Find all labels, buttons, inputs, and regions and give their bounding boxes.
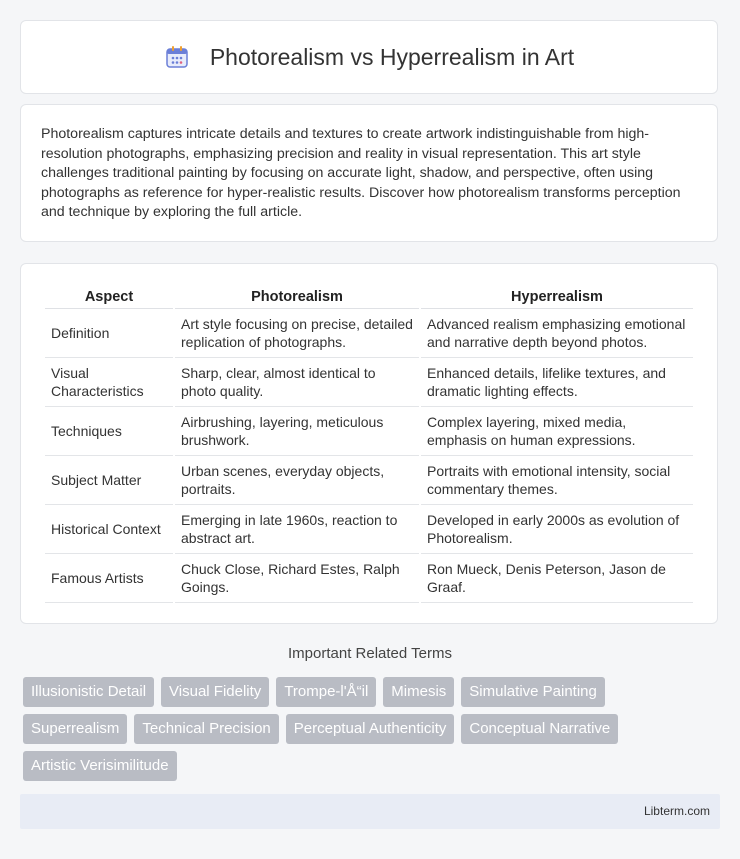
row-photorealism: Art style focusing on precise, detailed replication of photographs. [175,309,419,358]
footer-brand[interactable]: Libterm.com [643,804,710,818]
row-aspect: Subject Matter [45,456,173,505]
row-hyperrealism: Complex layering, mixed media, emphasis on human expressions. [421,407,693,456]
row-photorealism: Emerging in late 1960s, reaction to abstract art. [175,505,419,554]
intro-card [20,104,718,242]
footer [20,794,720,829]
comparison-table [43,284,695,603]
tag-illusionistic-detail[interactable]: Illusionistic Detail [23,677,154,707]
page-title: Photorealism vs Hyperrealism in Art [209,43,575,70]
tag-technical-precision[interactable]: Technical Precision [134,714,278,744]
tag-superrealism[interactable]: Superrealism [23,714,127,744]
tag-mimesis[interactable]: Mimesis [383,677,454,707]
related-terms-list [23,677,723,788]
row-aspect: Historical Context [45,505,173,554]
tag-conceptual-narrative[interactable]: Conceptual Narrative [461,714,618,744]
comparison-card [20,263,718,624]
table-header-row [45,284,693,309]
row-aspect: Famous Artists [45,554,173,603]
header-hyperrealism: Hyperrealism [421,284,693,309]
row-aspect: Definition [45,309,173,358]
tag-perceptual-authenticity[interactable]: Perceptual Authenticity [286,714,455,744]
row-aspect: Visual Characteristics [45,358,173,407]
row-hyperrealism: Enhanced details, lifelike textures, and dramatic lighting effects. [421,358,693,407]
table-row [45,456,693,505]
table-row [45,407,693,456]
header-aspect: Aspect [45,284,173,309]
table-row [45,309,693,358]
row-hyperrealism: Portraits with emotional intensity, social commentary themes. [421,456,693,505]
row-hyperrealism: Ron Mueck, Denis Peterson, Jason de Graaf. [421,554,693,603]
intro-text: Photorealism captures intricate details and textures to create artwork indistinguishable from high-resolution photographs, emphasizing precision and reality in visual representation. This art style challenges traditional painting by focusing on accurate light, shadow, and perspective, often using photographs as reference for hyper-realistic results. Discover how photorealism transforms perception and technique by exploring the full article. [41,126,681,221]
calendar-icon [164,44,190,70]
table-row [45,554,693,603]
row-photorealism: Chuck Close, Richard Estes, Ralph Goings. [175,554,419,603]
row-hyperrealism: Developed in early 2000s as evolution of Photorealism. [421,505,693,554]
header-card [20,20,718,94]
tag-simulative-painting[interactable]: Simulative Painting [461,677,605,707]
table-row [45,505,693,554]
row-photorealism: Urban scenes, everyday objects, portraits. [175,456,419,505]
row-hyperrealism: Advanced realism emphasizing emotional and narrative depth beyond photos. [421,309,693,358]
row-photorealism: Sharp, clear, almost identical to photo quality. [175,358,419,407]
related-terms-title: Important Related Terms [288,645,452,662]
header-photorealism: Photorealism [175,284,419,309]
tag-artistic-verisimilitude[interactable]: Artistic Verisimilitude [23,751,177,781]
table-row [45,358,693,407]
row-aspect: Techniques [45,407,173,456]
tag-visual-fidelity[interactable]: Visual Fidelity [161,677,269,707]
tag-trompe-loeil[interactable]: Trompe-l'Å“il [276,677,376,707]
row-photorealism: Airbrushing, layering, meticulous brushwork. [175,407,419,456]
